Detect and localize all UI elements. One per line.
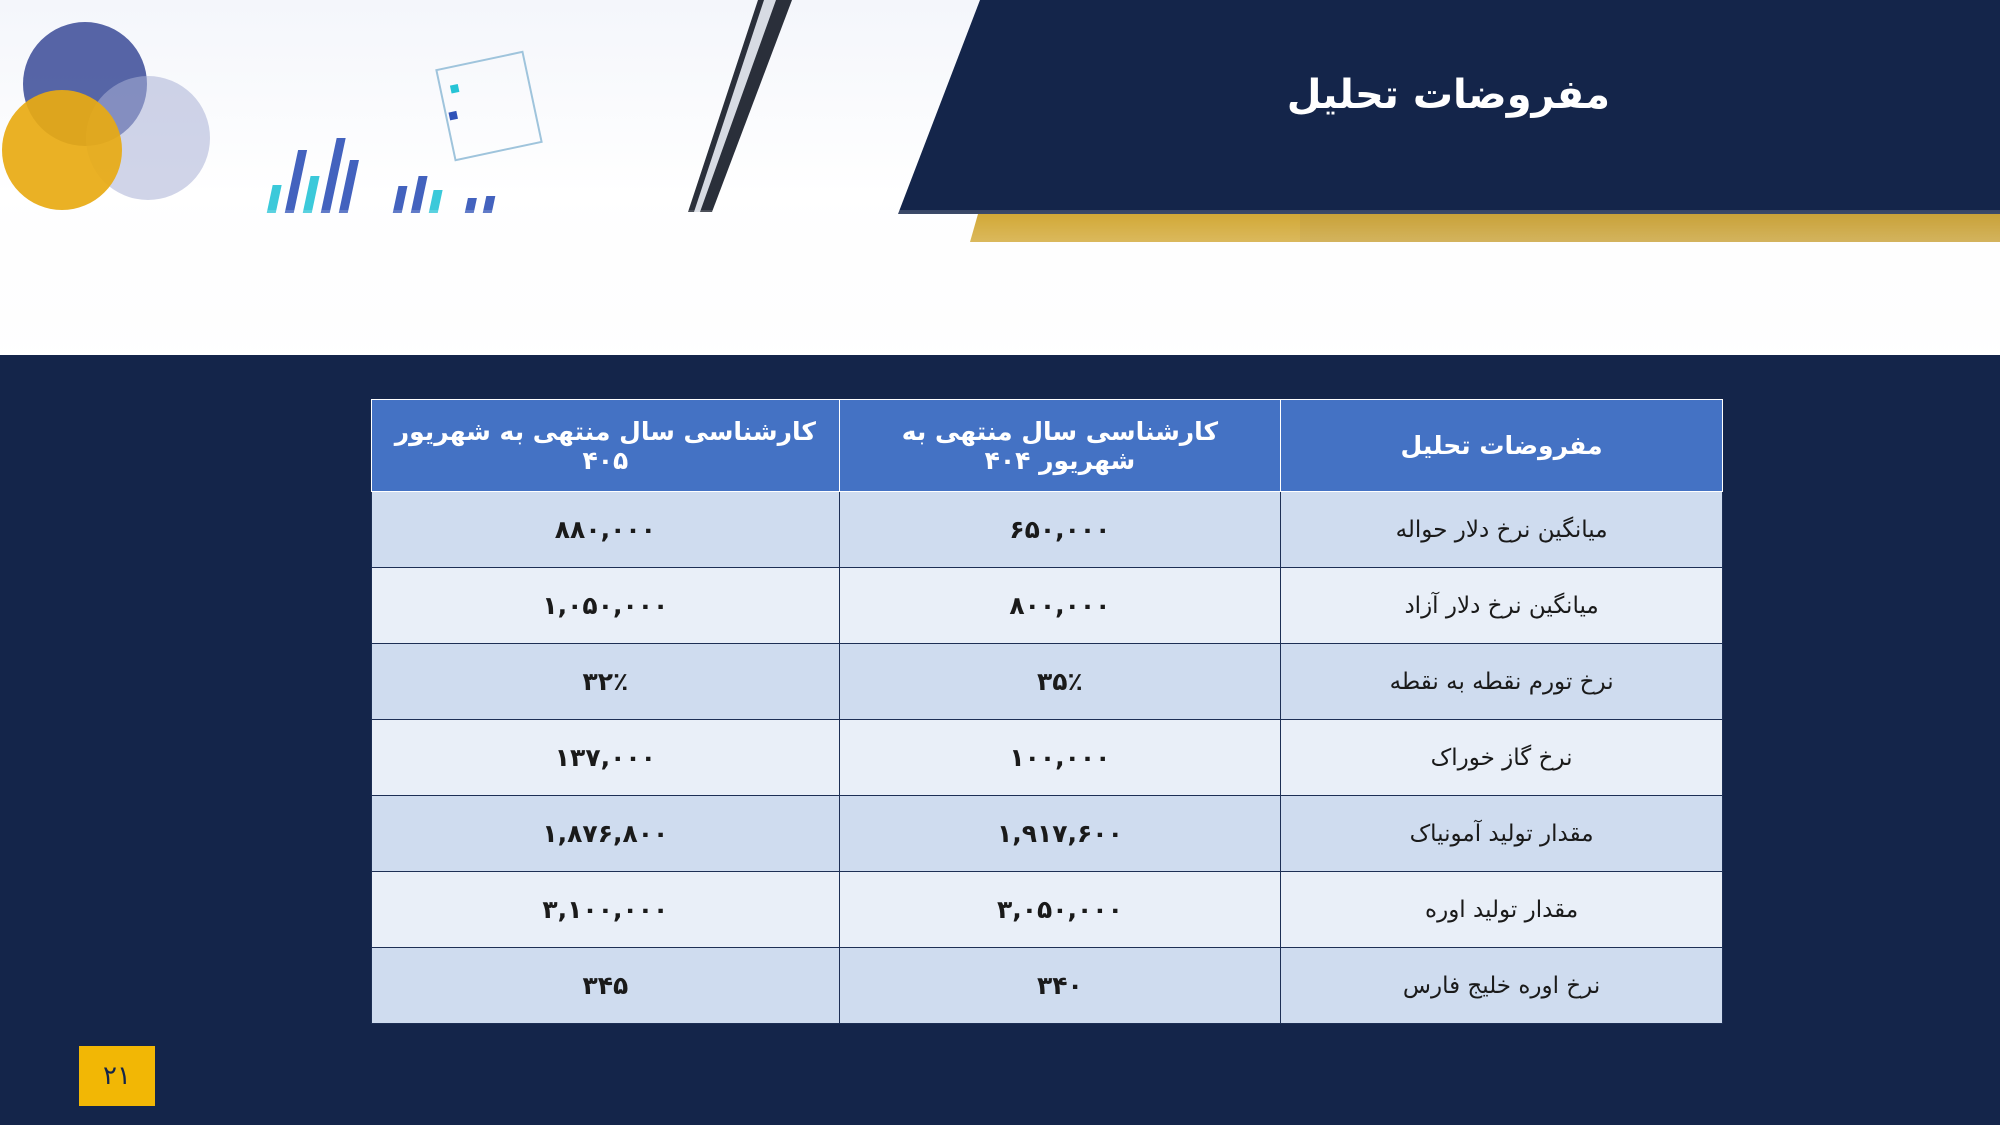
value-404: ۶۵۰,۰۰۰ — [839, 492, 1281, 568]
row-label: نرخ گاز خوراک — [1281, 720, 1723, 796]
decor-bars — [267, 138, 496, 213]
header-cell-year-405: کارشناسی سال منتهی به شهریور ۴۰۵ — [372, 400, 840, 492]
decor-pen — [688, 0, 792, 212]
table-row — [372, 796, 1723, 872]
banner-fade — [0, 210, 2000, 355]
value-404: ۳۴۰ — [839, 948, 1281, 1024]
table-header-row — [372, 400, 1723, 492]
value-405: ۱۳۷,۰۰۰ — [372, 720, 840, 796]
value-404: ۳,۰۵۰,۰۰۰ — [839, 872, 1281, 948]
assumptions-table — [371, 399, 1723, 1024]
row-label: میانگین نرخ دلار آزاد — [1281, 568, 1723, 644]
value-405: ۱,۸۷۶,۸۰۰ — [372, 796, 840, 872]
header-cell-assumption: مفروضات تحلیل — [1281, 400, 1723, 492]
value-404: ۳۵٪ — [839, 644, 1281, 720]
decor-circle-gold — [2, 90, 122, 210]
row-label: مقدار تولید اوره — [1281, 872, 1723, 948]
table-row — [372, 720, 1723, 796]
row-label: نرخ اوره خلیج فارس — [1281, 948, 1723, 1024]
header-banner — [0, 0, 2000, 355]
row-label: نرخ تورم نقطه به نقطه — [1281, 644, 1723, 720]
table-row — [372, 644, 1723, 720]
value-405: ۸۸۰,۰۰۰ — [372, 492, 840, 568]
value-405: ۱,۰۵۰,۰۰۰ — [372, 568, 840, 644]
page-number-badge: ۲۱ — [79, 1046, 155, 1106]
table-row — [372, 948, 1723, 1024]
value-404: ۸۰۰,۰۰۰ — [839, 568, 1281, 644]
table-row — [372, 568, 1723, 644]
table-row — [372, 872, 1723, 948]
row-label: میانگین نرخ دلار حواله — [1281, 492, 1723, 568]
slide-title: مفروضات تحلیل — [1286, 72, 1610, 118]
header-cell-year-404: کارشناسی سال منتهی به شهریور ۴۰۴ — [839, 400, 1281, 492]
value-405: ۳۴۵ — [372, 948, 840, 1024]
table-row — [372, 492, 1723, 568]
value-404: ۱۰۰,۰۰۰ — [839, 720, 1281, 796]
value-405: ۳,۱۰۰,۰۰۰ — [372, 872, 840, 948]
row-label: مقدار تولید آمونیاک — [1281, 796, 1723, 872]
value-405: ۳۲٪ — [372, 644, 840, 720]
decor-callout — [436, 52, 541, 160]
value-404: ۱,۹۱۷,۶۰۰ — [839, 796, 1281, 872]
